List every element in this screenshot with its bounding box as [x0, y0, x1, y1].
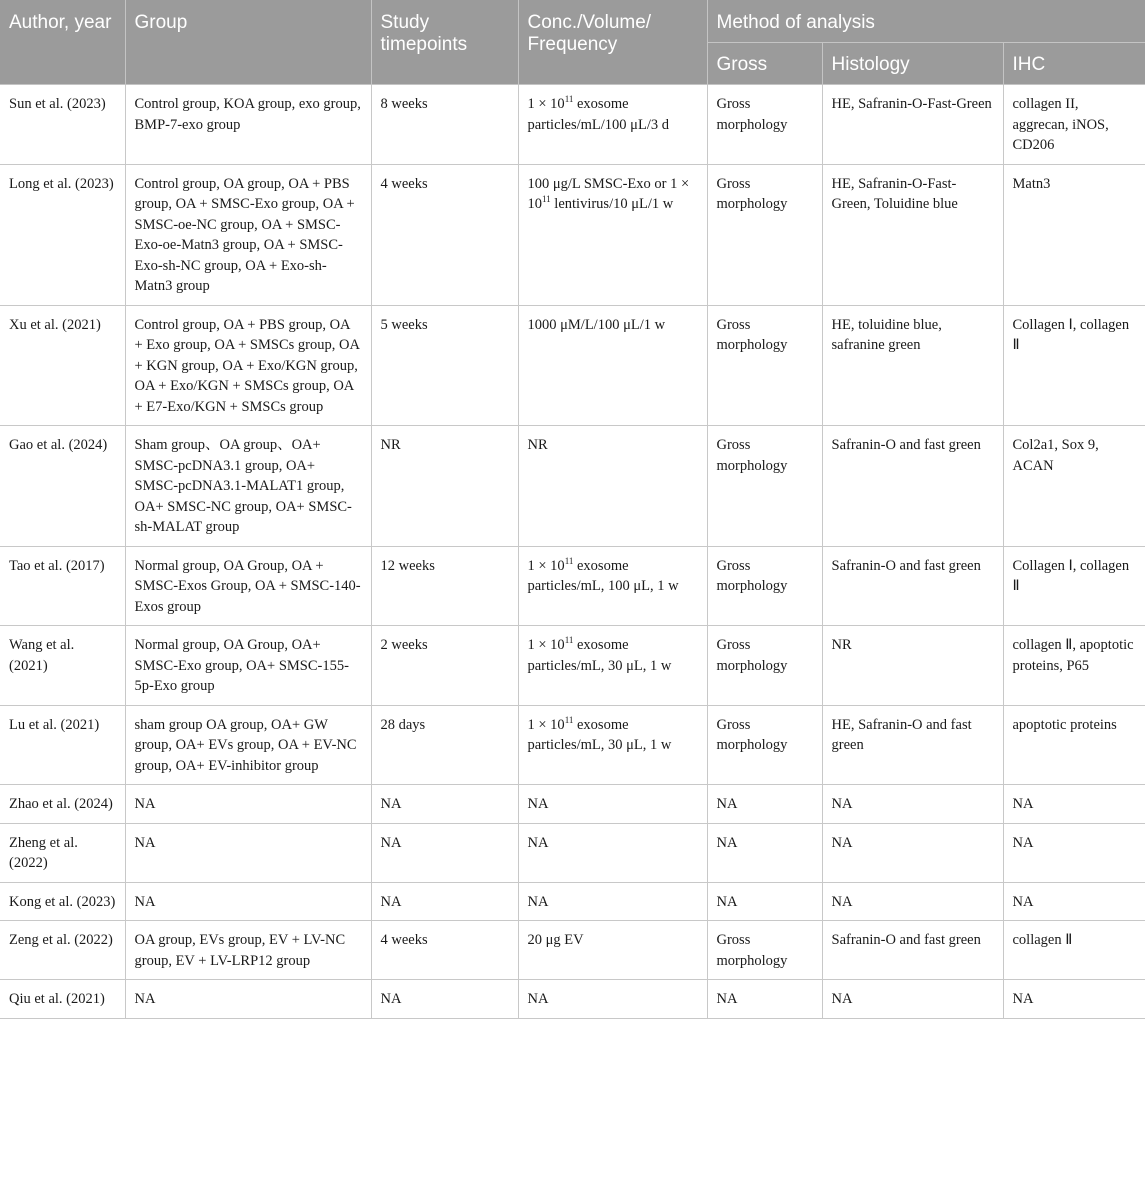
ihc-cell: NA [1003, 785, 1145, 824]
timepoints-cell: NA [371, 823, 518, 882]
table-header [0, 0, 1145, 85]
table-row [0, 785, 1145, 824]
author-cell: Long et al. (2023) [0, 164, 125, 305]
author-cell: Gao et al. (2024) [0, 426, 125, 547]
histology-cell: NA [822, 980, 1003, 1019]
author-cell: Tao et al. (2017) [0, 546, 125, 626]
table-row [0, 85, 1145, 165]
timepoints-cell: NA [371, 882, 518, 921]
histology-cell: HE, Safranin-O-Fast-Green, Toluidine blue [822, 164, 1003, 305]
gross-cell: NA [707, 980, 822, 1019]
histology-cell: Safranin-O and fast green [822, 921, 1003, 980]
author-cell: Kong et al. (2023) [0, 882, 125, 921]
group-cell: NA [125, 882, 371, 921]
table-row [0, 980, 1145, 1019]
conc-cell: $1 \times 10^{11}$ exosome particles/mL, 30 μL, 1 w [518, 705, 707, 785]
author-cell: Zheng et al. (2022) [0, 823, 125, 882]
timepoints-cell: 28 days [371, 705, 518, 785]
conc-cell: NA [518, 823, 707, 882]
table-row [0, 626, 1145, 706]
header-gross: Gross [707, 43, 822, 85]
histology-cell: NA [822, 882, 1003, 921]
ihc-cell: Col2a1, Sox 9, ACAN [1003, 426, 1145, 547]
author-cell: Zhao et al. (2024) [0, 785, 125, 824]
gross-cell: NA [707, 785, 822, 824]
histology-cell: HE, toluidine blue, safranine green [822, 305, 1003, 426]
ihc-cell: Collagen Ⅰ, collagen Ⅱ [1003, 546, 1145, 626]
group-cell: OA group, EVs group, EV + LV-NC group, EV + LV-LRP12 group [125, 921, 371, 980]
group-cell: sham group OA group, OA+ GW group, OA+ EVs group, OA + EV-NC group, OA+ EV-inhibitor group [125, 705, 371, 785]
timepoints-cell: 12 weeks [371, 546, 518, 626]
ihc-cell: NA [1003, 882, 1145, 921]
conc-cell: NA [518, 785, 707, 824]
conc-cell: NA [518, 980, 707, 1019]
header-group: Group [125, 0, 371, 85]
gross-cell: Gross morphology [707, 921, 822, 980]
conc-cell: 20 μg EV [518, 921, 707, 980]
table-row [0, 705, 1145, 785]
header-timepoints: Study timepoints [371, 0, 518, 85]
gross-cell: Gross morphology [707, 546, 822, 626]
author-cell: Zeng et al. (2022) [0, 921, 125, 980]
author-cell: Qiu et al. (2021) [0, 980, 125, 1019]
author-cell: Lu et al. (2021) [0, 705, 125, 785]
header-conc: Conc./Volume/ Frequency [518, 0, 707, 85]
table-row [0, 546, 1145, 626]
gross-cell: NA [707, 823, 822, 882]
group-cell: NA [125, 980, 371, 1019]
ihc-cell: collagen Ⅱ [1003, 921, 1145, 980]
group-cell: Normal group, OA Group, OA+ SMSC-Exo group, OA+ SMSC-155-5p-Exo group [125, 626, 371, 706]
group-cell: NA [125, 785, 371, 824]
group-cell: NA [125, 823, 371, 882]
gross-cell: Gross morphology [707, 305, 822, 426]
histology-cell: Safranin-O and fast green [822, 546, 1003, 626]
histology-cell: NA [822, 785, 1003, 824]
conc-cell: 100 μg/L SMSC-Exo or $1 \times 10^{11}$ lentivirus/10 μL/1 w [518, 164, 707, 305]
group-cell: Control group, OA + PBS group, OA + Exo group, OA + SMSCs group, OA + KGN group, OA + Exo/KGN group, OA + Exo/KGN + SMSCs group, OA + E7-Exo/KGN + SMSCs group [125, 305, 371, 426]
gross-cell: Gross morphology [707, 626, 822, 706]
ihc-cell: NA [1003, 980, 1145, 1019]
header-ihc: IHC [1003, 43, 1145, 85]
author-cell: Xu et al. (2021) [0, 305, 125, 426]
conc-cell: NA [518, 882, 707, 921]
ihc-cell: collagen II, aggrecan, iNOS, CD206 [1003, 85, 1145, 165]
header-author-year: Author, year [0, 0, 125, 85]
gross-cell: Gross morphology [707, 85, 822, 165]
gross-cell: Gross morphology [707, 426, 822, 547]
timepoints-cell: NR [371, 426, 518, 547]
author-cell: Wang et al. (2021) [0, 626, 125, 706]
table-row [0, 164, 1145, 305]
timepoints-cell: NA [371, 980, 518, 1019]
histology-cell: NA [822, 823, 1003, 882]
timepoints-cell: 5 weeks [371, 305, 518, 426]
gross-cell: NA [707, 882, 822, 921]
histology-cell: HE, Safranin-O and fast green [822, 705, 1003, 785]
table-row [0, 305, 1145, 426]
ihc-cell: apoptotic proteins [1003, 705, 1145, 785]
ihc-cell: Collagen Ⅰ, collagen Ⅱ [1003, 305, 1145, 426]
histology-cell: Safranin-O and fast green [822, 426, 1003, 547]
gross-cell: Gross morphology [707, 164, 822, 305]
timepoints-cell: 4 weeks [371, 164, 518, 305]
gross-cell: Gross morphology [707, 705, 822, 785]
histology-cell: NR [822, 626, 1003, 706]
header-histology: Histology [822, 43, 1003, 85]
conc-cell: $1 \times 10^{11}$ exosome particles/mL, 30 μL, 1 w [518, 626, 707, 706]
conc-cell: 1000 μM/L/100 μL/1 w [518, 305, 707, 426]
table-body [0, 85, 1145, 1019]
conc-cell: $1 \times 10^{11}$ exosome particles/mL, 100 μL, 1 w [518, 546, 707, 626]
table-row [0, 426, 1145, 547]
table-row [0, 882, 1145, 921]
group-cell: Control group, OA group, OA + PBS group, OA + SMSC-Exo group, OA + SMSC-oe-NC group, OA + SMSC-Exo-oe-Matn3 group, OA + SMSC-Exo-sh-NC group, OA + Exo-sh-Matn3 group [125, 164, 371, 305]
timepoints-cell: 2 weeks [371, 626, 518, 706]
conc-cell: $1 \times 10^{11}$ exosome particles/mL/100 μL/3 d [518, 85, 707, 165]
histology-cell: HE, Safranin-O-Fast-Green [822, 85, 1003, 165]
header-method-of-analysis: Method of analysis [707, 0, 1145, 43]
timepoints-cell: 8 weeks [371, 85, 518, 165]
timepoints-cell: NA [371, 785, 518, 824]
group-cell: Normal group, OA Group, OA + SMSC-Exos Group, OA + SMSC-140-Exos group [125, 546, 371, 626]
table-row [0, 921, 1145, 980]
ihc-cell: Matn3 [1003, 164, 1145, 305]
group-cell: Control group, KOA group, exo group, BMP-7-exo group [125, 85, 371, 165]
author-cell: Sun et al. (2023) [0, 85, 125, 165]
conc-cell: NR [518, 426, 707, 547]
table-row [0, 823, 1145, 882]
ihc-cell: NA [1003, 823, 1145, 882]
timepoints-cell: 4 weeks [371, 921, 518, 980]
group-cell: Sham group、OA group、OA+ SMSC-pcDNA3.1 group, OA+ SMSC-pcDNA3.1-MALAT1 group, OA+ SMSC-NC group, OA+ SMSC-sh-MALAT group [125, 426, 371, 547]
ihc-cell: collagen Ⅱ, apoptotic proteins, P65 [1003, 626, 1145, 706]
